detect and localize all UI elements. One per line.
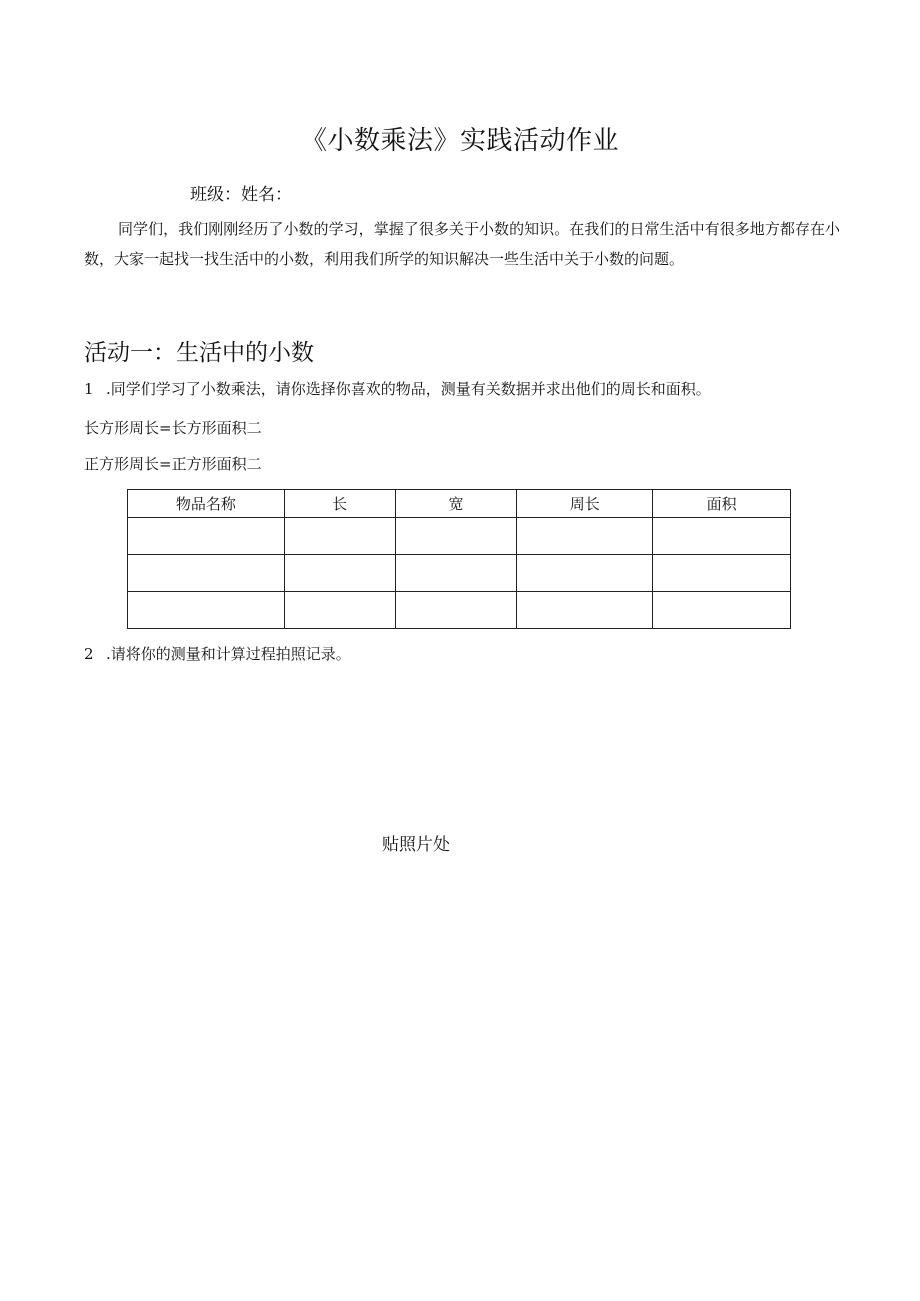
table-cell[interactable] — [395, 555, 517, 592]
class-name-line: 班级：姓名： — [190, 185, 292, 205]
header-width: 宽 — [395, 490, 517, 518]
header-area: 面积 — [653, 490, 791, 518]
measurement-table — [127, 489, 791, 629]
page-title: 《小数乘法》实践活动作业 — [300, 126, 619, 156]
table-cell[interactable] — [284, 555, 395, 592]
table-row — [128, 555, 791, 592]
table-cell[interactable] — [395, 518, 517, 555]
intro-paragraph: 同学们，我们刚刚经历了小数的学习，掌握了很多关于小数的知识。在我们的日常生活中有很多地方都存在小数，大家一起找一找生活中的小数，利用我们所学的知识解决一些生活中关于小数的问题。 — [84, 220, 840, 268]
table-cell[interactable] — [517, 592, 653, 629]
table-cell[interactable] — [128, 518, 285, 555]
header-perimeter: 周长 — [517, 490, 653, 518]
activity-one-heading: 活动一：生活中的小数 — [84, 340, 314, 366]
question-two — [84, 643, 351, 664]
table-cell[interactable] — [653, 555, 791, 592]
table-header-row — [128, 490, 791, 518]
photo-placeholder[interactable]: 贴照片处 — [382, 835, 450, 855]
table-cell[interactable] — [517, 555, 653, 592]
table-cell[interactable] — [284, 518, 395, 555]
header-length: 长 — [284, 490, 395, 518]
table-cell[interactable] — [517, 518, 653, 555]
question-one-number: 1 — [84, 380, 94, 398]
table-cell[interactable] — [284, 592, 395, 629]
table-cell[interactable] — [395, 592, 517, 629]
question-one — [84, 378, 711, 399]
question-one-text: .同学们学习了小数乘法，请你选择你喜欢的物品，测量有关数据并求出他们的周长和面积。 — [106, 380, 711, 398]
table-row — [128, 518, 791, 555]
table-cell[interactable] — [653, 518, 791, 555]
question-two-number: 2 — [84, 645, 94, 663]
table-cell[interactable] — [128, 555, 285, 592]
square-formula: 正方形周长=正方形面积二 — [84, 455, 262, 473]
header-item-name: 物品名称 — [128, 490, 285, 518]
rectangle-formula: 长方形周长=长方形面积二 — [84, 419, 262, 437]
table-row — [128, 592, 791, 629]
table-cell[interactable] — [653, 592, 791, 629]
table-cell[interactable] — [128, 592, 285, 629]
question-two-text: .请将你的测量和计算过程拍照记录。 — [106, 645, 351, 663]
